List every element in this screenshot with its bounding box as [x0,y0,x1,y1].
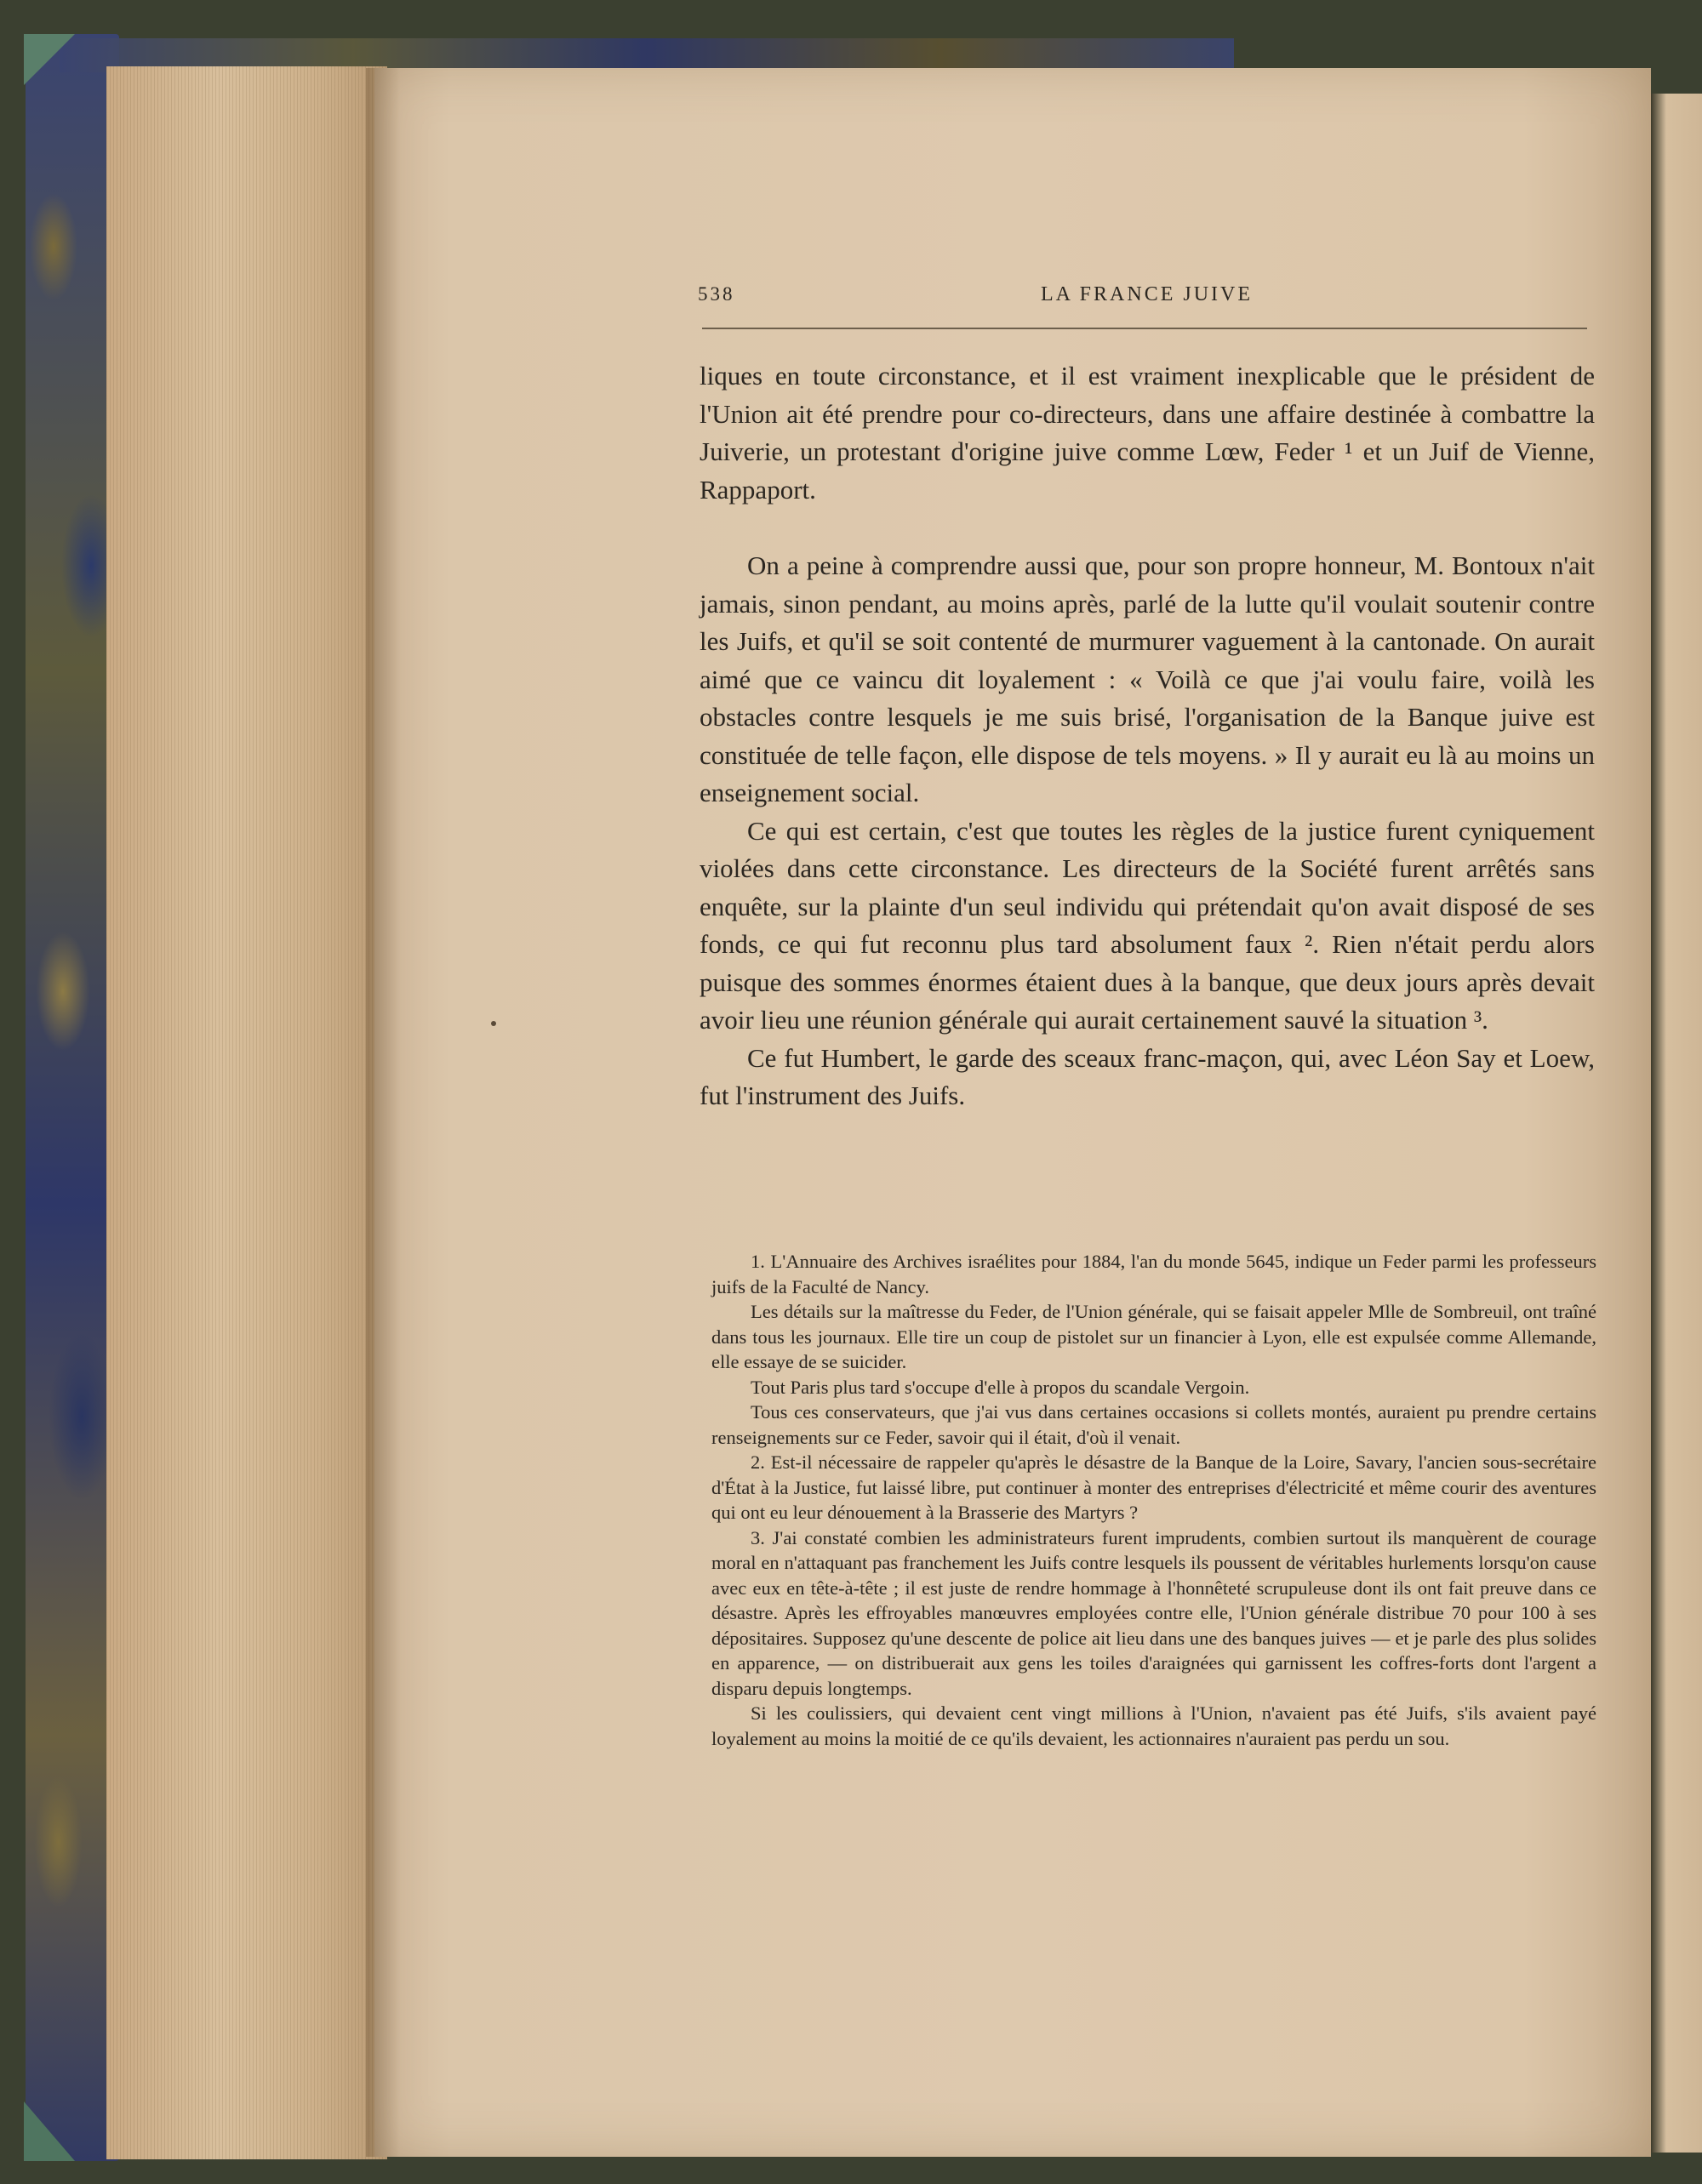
marbled-cover [26,34,119,2161]
footnote: Tous ces conservateurs, que j'ai vus dans certaines occasions si collets montés, auraient pu prendre certains renseignements sur ce Feder, savoir qui il était, d'où il venait. [711,1401,1596,1448]
paragraph: Ce fut Humbert, le garde des sceaux franc-maçon, qui, avec Léon Say et Loew, fut l'instrument des Juifs. [700,1042,1595,1110]
running-title: LA FRANCE JUIVE [1041,283,1254,305]
paragraph: liques en toute circonstance, et il est vraiment inexplicable que le président de l'Union ait été prendre pour co-directeurs, dans une affaire destinée à combattre la Juiverie, un protestant d'origine juive comme Lœw, Feder ¹ et un Juif de Vienne, Rappaport. [700,361,1595,505]
header-rule [702,328,1587,329]
footnote: 1. L'Annuaire des Archives israélites pour 1884, l'an du monde 5645, indique un Feder parmi les professeurs juifs de la Faculté de Nancy. [711,1251,1596,1297]
footnote: Tout Paris plus tard s'occupe d'elle à propos du scandale Vergoin. [751,1376,1250,1398]
footnote: 2. Est-il nécessaire de rappeler qu'après le désastre de la Banque de la Loire, Savary, l'ancien sous-secrétaire d'État à la Justice, fut laissé libre, put continuer à monter des entreprises d'électricité et même courir des aventures qui ont eu leur dénouement à la Brasserie des Martyrs ? [711,1451,1596,1523]
footnote: Les détails sur la maîtresse du Feder, de l'Union générale, qui se faisait appeler Mlle de Sombreuil, ont traîné dans tous les journaux. Elle tire un coup de pistolet sur un financier à Lyon, elle est expulsée comme Allemande, elle essaye de se suicider. [711,1301,1596,1372]
footnote: Si les coulissiers, qui devaient cent vingt millions à l'Union, n'avaient pas été Juifs, s'ils avaient payé loyalement au moins la moitié de ce qu'ils devaient, les actionnaires n'auraient pas perdu un sou. [711,1702,1596,1749]
main-text [700,357,1595,1115]
footnotes [711,1249,1596,1751]
page-number: 538 [698,283,735,305]
page-edges [106,66,387,2159]
paragraph: Ce qui est certain, c'est que toutes les règles de la justice furent cyniquement violées dans cette circonstance. Les directeurs de la Société furent arrêtés sans enquête, sur la plainte d'un seul individu qui prétendait qu'on avait disposé de ses fonds, ce qui fut reconnu plus tard absolument faux ². Rien n'était perdu alors puisque des sommes énormes étaient dues à la banque, que deux jours après devait avoir lieu une réunion générale qui aurait certainement sauvé la situation ³. [700,815,1595,1035]
footnote: 3. J'ai constaté combien les administrateurs furent imprudents, combien surtout ils manquèrent de courage moral en n'attaquant pas franchement les Juifs contre lesquels ils poussent de véritables hurlements lorsqu'on cause avec eux en tête-à-tête ; il est juste de rendre hommage à l'honnêteté scrupuleuse dont ils ont fait preuve dans ce désastre. Après les effroyables manœuvres employées contre elle, l'Union générale distribue 70 pour 100 à ses dépositaires. Supposez qu'une descente de police ait lieu dans une des banques juives — et je parle des plus solides en apparence, — on distribuerait aux gens les toiles d'araignées qui garnissent les coffres-forts dont l'argent a disparu depuis longtemps. [711,1526,1596,1699]
ink-speck [491,1021,496,1026]
paragraph: On a peine à comprendre aussi que, pour son propre honneur, M. Bontoux n'ait jamais, sinon pendant, au moins après, parlé de la lutte qu'il voulait soutenir contre les Juifs, et qu'il se soit contenté de murmurer vaguement à la cantonade. On aurait aimé que ce vaincu dit loyalement : « Voilà ce que j'ai voulu faire, voilà les obstacles contre lesquels je me suis brisé, l'organisation de la Banque juive est constituée de telle façon, elle dispose de tels moyens. » Il y aurait eu là au moins un enseignement social. [700,550,1595,807]
facing-page-edge [1651,94,1702,2153]
gutter-shadow [366,68,400,2157]
